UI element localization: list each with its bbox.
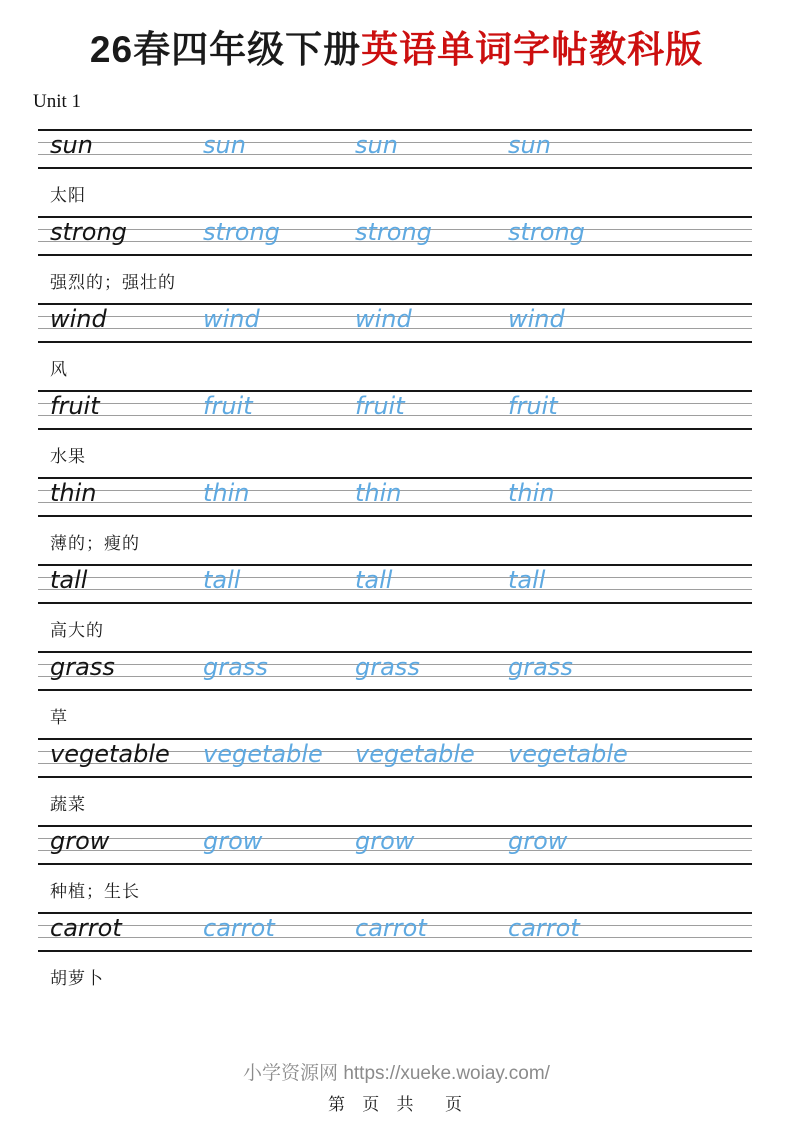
practice-word-trace: grow [355, 827, 415, 855]
practice-word: strong [50, 218, 127, 246]
word-row [38, 216, 752, 303]
practice-word-trace: vegetable [203, 740, 323, 768]
practice-word-trace: fruit [355, 392, 405, 420]
practice-word: sun [50, 131, 93, 159]
page-title [0, 28, 793, 72]
practice-word-trace: carrot [355, 914, 427, 942]
word-row [38, 477, 752, 564]
title-subject-part: 英语单词字帖教科版 [361, 29, 704, 70]
practice-word-trace: sun [355, 131, 398, 159]
ruled-grid [38, 303, 752, 343]
word-practice-list [38, 129, 752, 999]
ruled-grid [38, 564, 752, 604]
ruled-grid [38, 651, 752, 691]
guide-line-lower-mid [38, 589, 752, 590]
practice-word-trace: vegetable [508, 740, 628, 768]
ruled-grid [38, 477, 752, 517]
word-translation: 种植；生长 [50, 882, 140, 902]
practice-word-trace: carrot [203, 914, 275, 942]
practice-word: wind [50, 305, 107, 333]
practice-word-trace: sun [203, 131, 246, 159]
word-translation: 风 [50, 360, 68, 380]
word-translation: 高大的 [50, 621, 104, 641]
practice-word-trace: carrot [508, 914, 580, 942]
word-row [38, 390, 752, 477]
word-row [38, 303, 752, 390]
practice-word: thin [50, 479, 97, 507]
practice-word-trace: grass [355, 653, 420, 681]
ruled-grid [38, 738, 752, 778]
word-translation: 蔬菜 [50, 795, 86, 815]
practice-word: tall [50, 566, 88, 594]
practice-word-trace: thin [355, 479, 402, 507]
practice-word: fruit [50, 392, 100, 420]
practice-word-trace: thin [203, 479, 250, 507]
ruled-grid [38, 216, 752, 256]
practice-word: vegetable [50, 740, 170, 768]
word-row [38, 738, 752, 825]
practice-word: grass [50, 653, 115, 681]
footer-page-label: 第 页 共 页 [328, 1095, 465, 1114]
ruled-grid [38, 390, 752, 430]
ruled-grid [38, 912, 752, 952]
practice-word-trace: grass [508, 653, 573, 681]
practice-word-trace: wind [508, 305, 565, 333]
practice-word-trace: strong [355, 218, 432, 246]
word-row [38, 912, 752, 999]
practice-word-trace: grow [508, 827, 568, 855]
word-translation: 草 [50, 708, 68, 728]
practice-word-trace: tall [203, 566, 241, 594]
word-translation: 胡萝卜 [50, 969, 104, 989]
page-footer [0, 1062, 793, 1115]
practice-word: carrot [50, 914, 122, 942]
word-row [38, 825, 752, 912]
word-row [38, 651, 752, 738]
guide-line-upper-mid [38, 577, 752, 578]
word-translation: 强烈的；强壮的 [50, 273, 176, 293]
word-row [38, 129, 752, 216]
practice-word-trace: fruit [203, 392, 253, 420]
practice-word-trace: grow [203, 827, 263, 855]
practice-word-trace: wind [355, 305, 412, 333]
word-row [38, 564, 752, 651]
word-translation: 薄的；瘦的 [50, 534, 140, 554]
practice-word-trace: strong [203, 218, 280, 246]
footer-source: 小学资源网 https://xueke.woiay.com/ [243, 1063, 550, 1084]
practice-word-trace: vegetable [355, 740, 475, 768]
word-translation: 水果 [50, 447, 86, 467]
practice-word-trace: tall [355, 566, 393, 594]
ruled-grid [38, 825, 752, 865]
practice-word-trace: strong [508, 218, 585, 246]
practice-word-trace: fruit [508, 392, 558, 420]
word-translation: 太阳 [50, 186, 86, 206]
ruled-grid [38, 129, 752, 169]
unit-label: Unit 1 [33, 91, 82, 112]
practice-word: grow [50, 827, 110, 855]
practice-word-trace: thin [508, 479, 555, 507]
title-grade-part: 26春四年级下册 [89, 29, 362, 70]
practice-word-trace: tall [508, 566, 546, 594]
practice-word-trace: grass [203, 653, 268, 681]
practice-word-trace: sun [508, 131, 551, 159]
practice-word-trace: wind [203, 305, 260, 333]
